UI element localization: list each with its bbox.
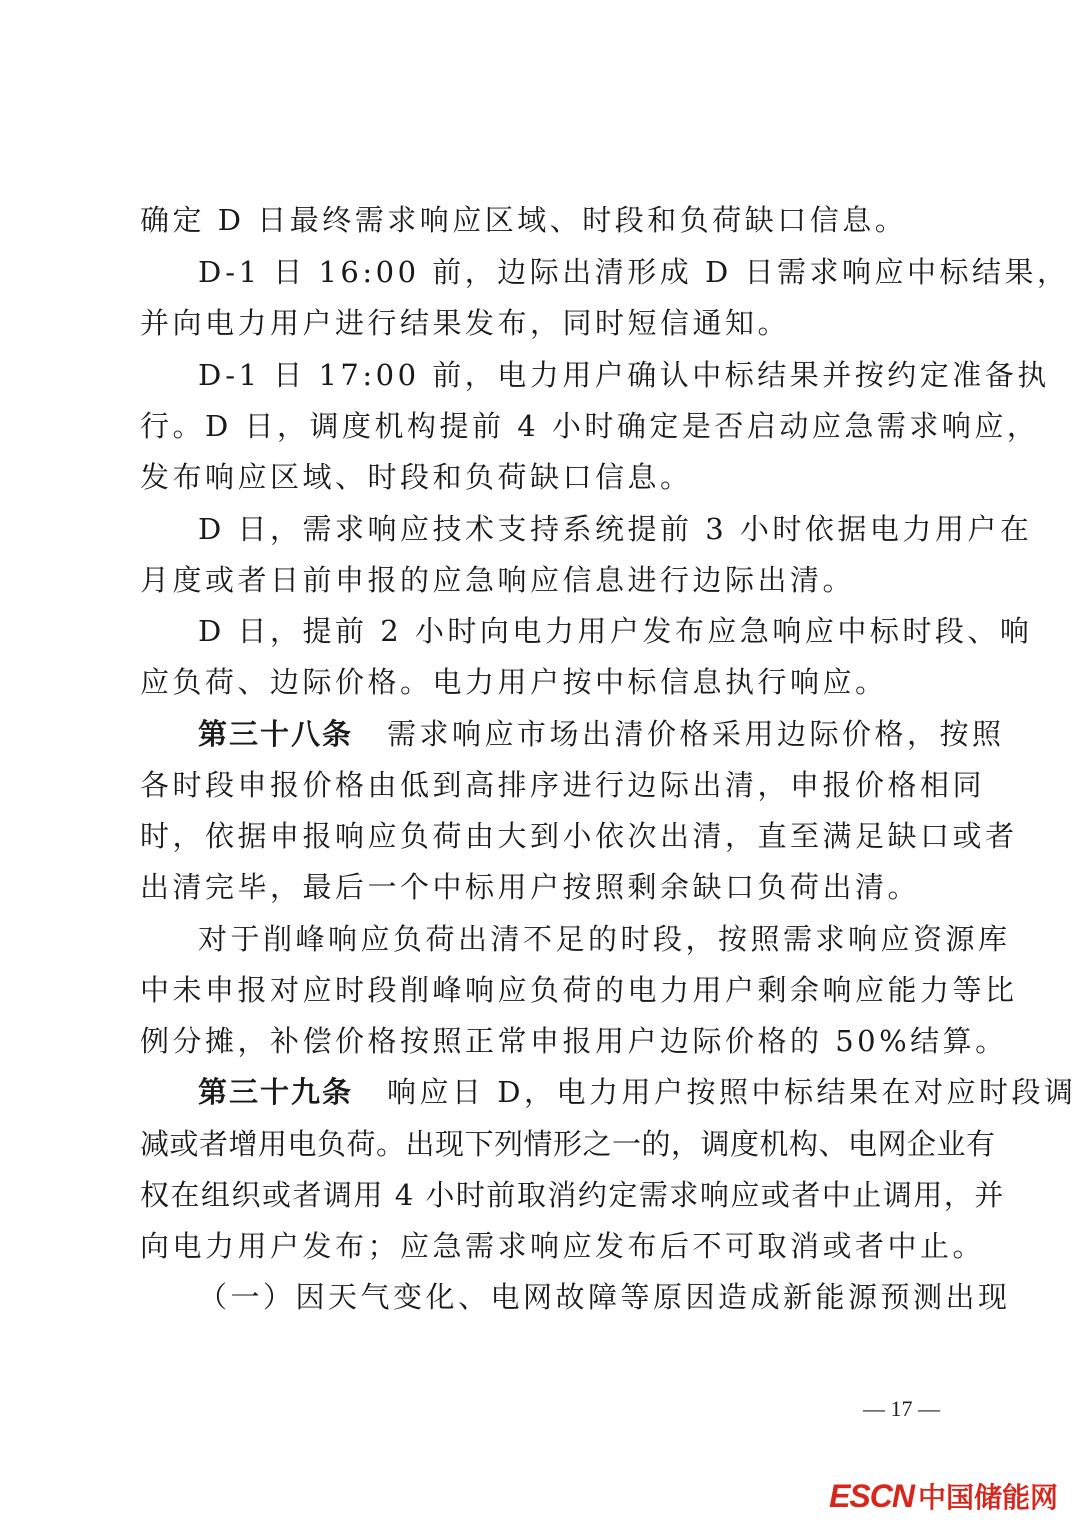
text-line: 减或者增用电负荷。出现下列情形之一的，调度机构、电网企业有	[140, 1127, 996, 1161]
text-line: 时，依据申报响应负荷由大到小依次出清，直至满足缺口或者	[140, 819, 1018, 853]
article-heading: 第三十八条	[198, 717, 354, 751]
text-line: 行。D 日，调度机构提前 4 小时确定是否启动应急需求响应，	[140, 409, 1040, 443]
text-line: 权在组织或者调用 4 小时前取消约定需求响应或者中止调用，并	[140, 1178, 1005, 1212]
text-line: 例分摊，补偿价格按照正常申报用户边际价格的 50%结算。	[140, 1024, 1008, 1058]
text-line: 对于削峰响应负荷出清不足的时段，按照需求响应资源库	[198, 922, 1011, 956]
text-line: D 日，需求响应技术支持系统提前 3 小时依据电力用户在	[198, 512, 1033, 546]
watermark-logo	[829, 1476, 1058, 1516]
text-line: 月度或者日前申报的应急响应信息进行边际出清。	[140, 563, 856, 597]
article-39-line	[198, 1072, 1077, 1112]
watermark-site-name: 中国储能网	[917, 1481, 1058, 1514]
text-line: 中未申报对应时段削峰响应负荷的电力用户剩余响应能力等比	[140, 973, 1018, 1007]
page-number: — 17 —	[863, 1396, 940, 1421]
text-line: D-1 日 16:00 前，边际出清形成 D 日需求响应中标结果，	[198, 255, 1070, 289]
text-span: 需求响应市场出清价格采用边际价格，按照	[387, 717, 1005, 751]
text-line: 应负荷、边际价格。电力用户按中标信息执行响应。	[140, 665, 888, 699]
text-line: 向电力用户发布；应急需求响应发布后不可取消或者中止。	[140, 1229, 986, 1263]
text-span: 响应日 D，电力用户按照中标结果在对应时段调	[387, 1075, 1077, 1109]
text-line: 各时段申报价格由低到高排序进行边际出清，申报价格相同	[140, 768, 986, 802]
article-heading: 第三十九条	[198, 1075, 354, 1109]
text-line: 出清完毕，最后一个中标用户按照剩余缺口负荷出清。	[140, 870, 921, 904]
text-line: D 日，提前 2 小时向电力用户发布应急响应中标时段、响	[198, 614, 1033, 648]
text-line: D-1 日 17:00 前，电力用户确认中标结果并按约定准备执	[198, 358, 1050, 392]
text-line: 并向电力用户进行结果发布，同时短信通知。	[140, 306, 791, 340]
watermark-brand: ESCN	[829, 1477, 914, 1514]
article-38-line	[198, 714, 1005, 754]
text-line: 发布响应区域、时段和负荷缺口信息。	[140, 460, 693, 494]
text-line: 确定 D 日最终需求响应区域、时段和负荷缺口信息。	[140, 203, 908, 237]
text-line: （一）因天气变化、电网故障等原因造成新能源预测出现	[198, 1280, 1011, 1314]
